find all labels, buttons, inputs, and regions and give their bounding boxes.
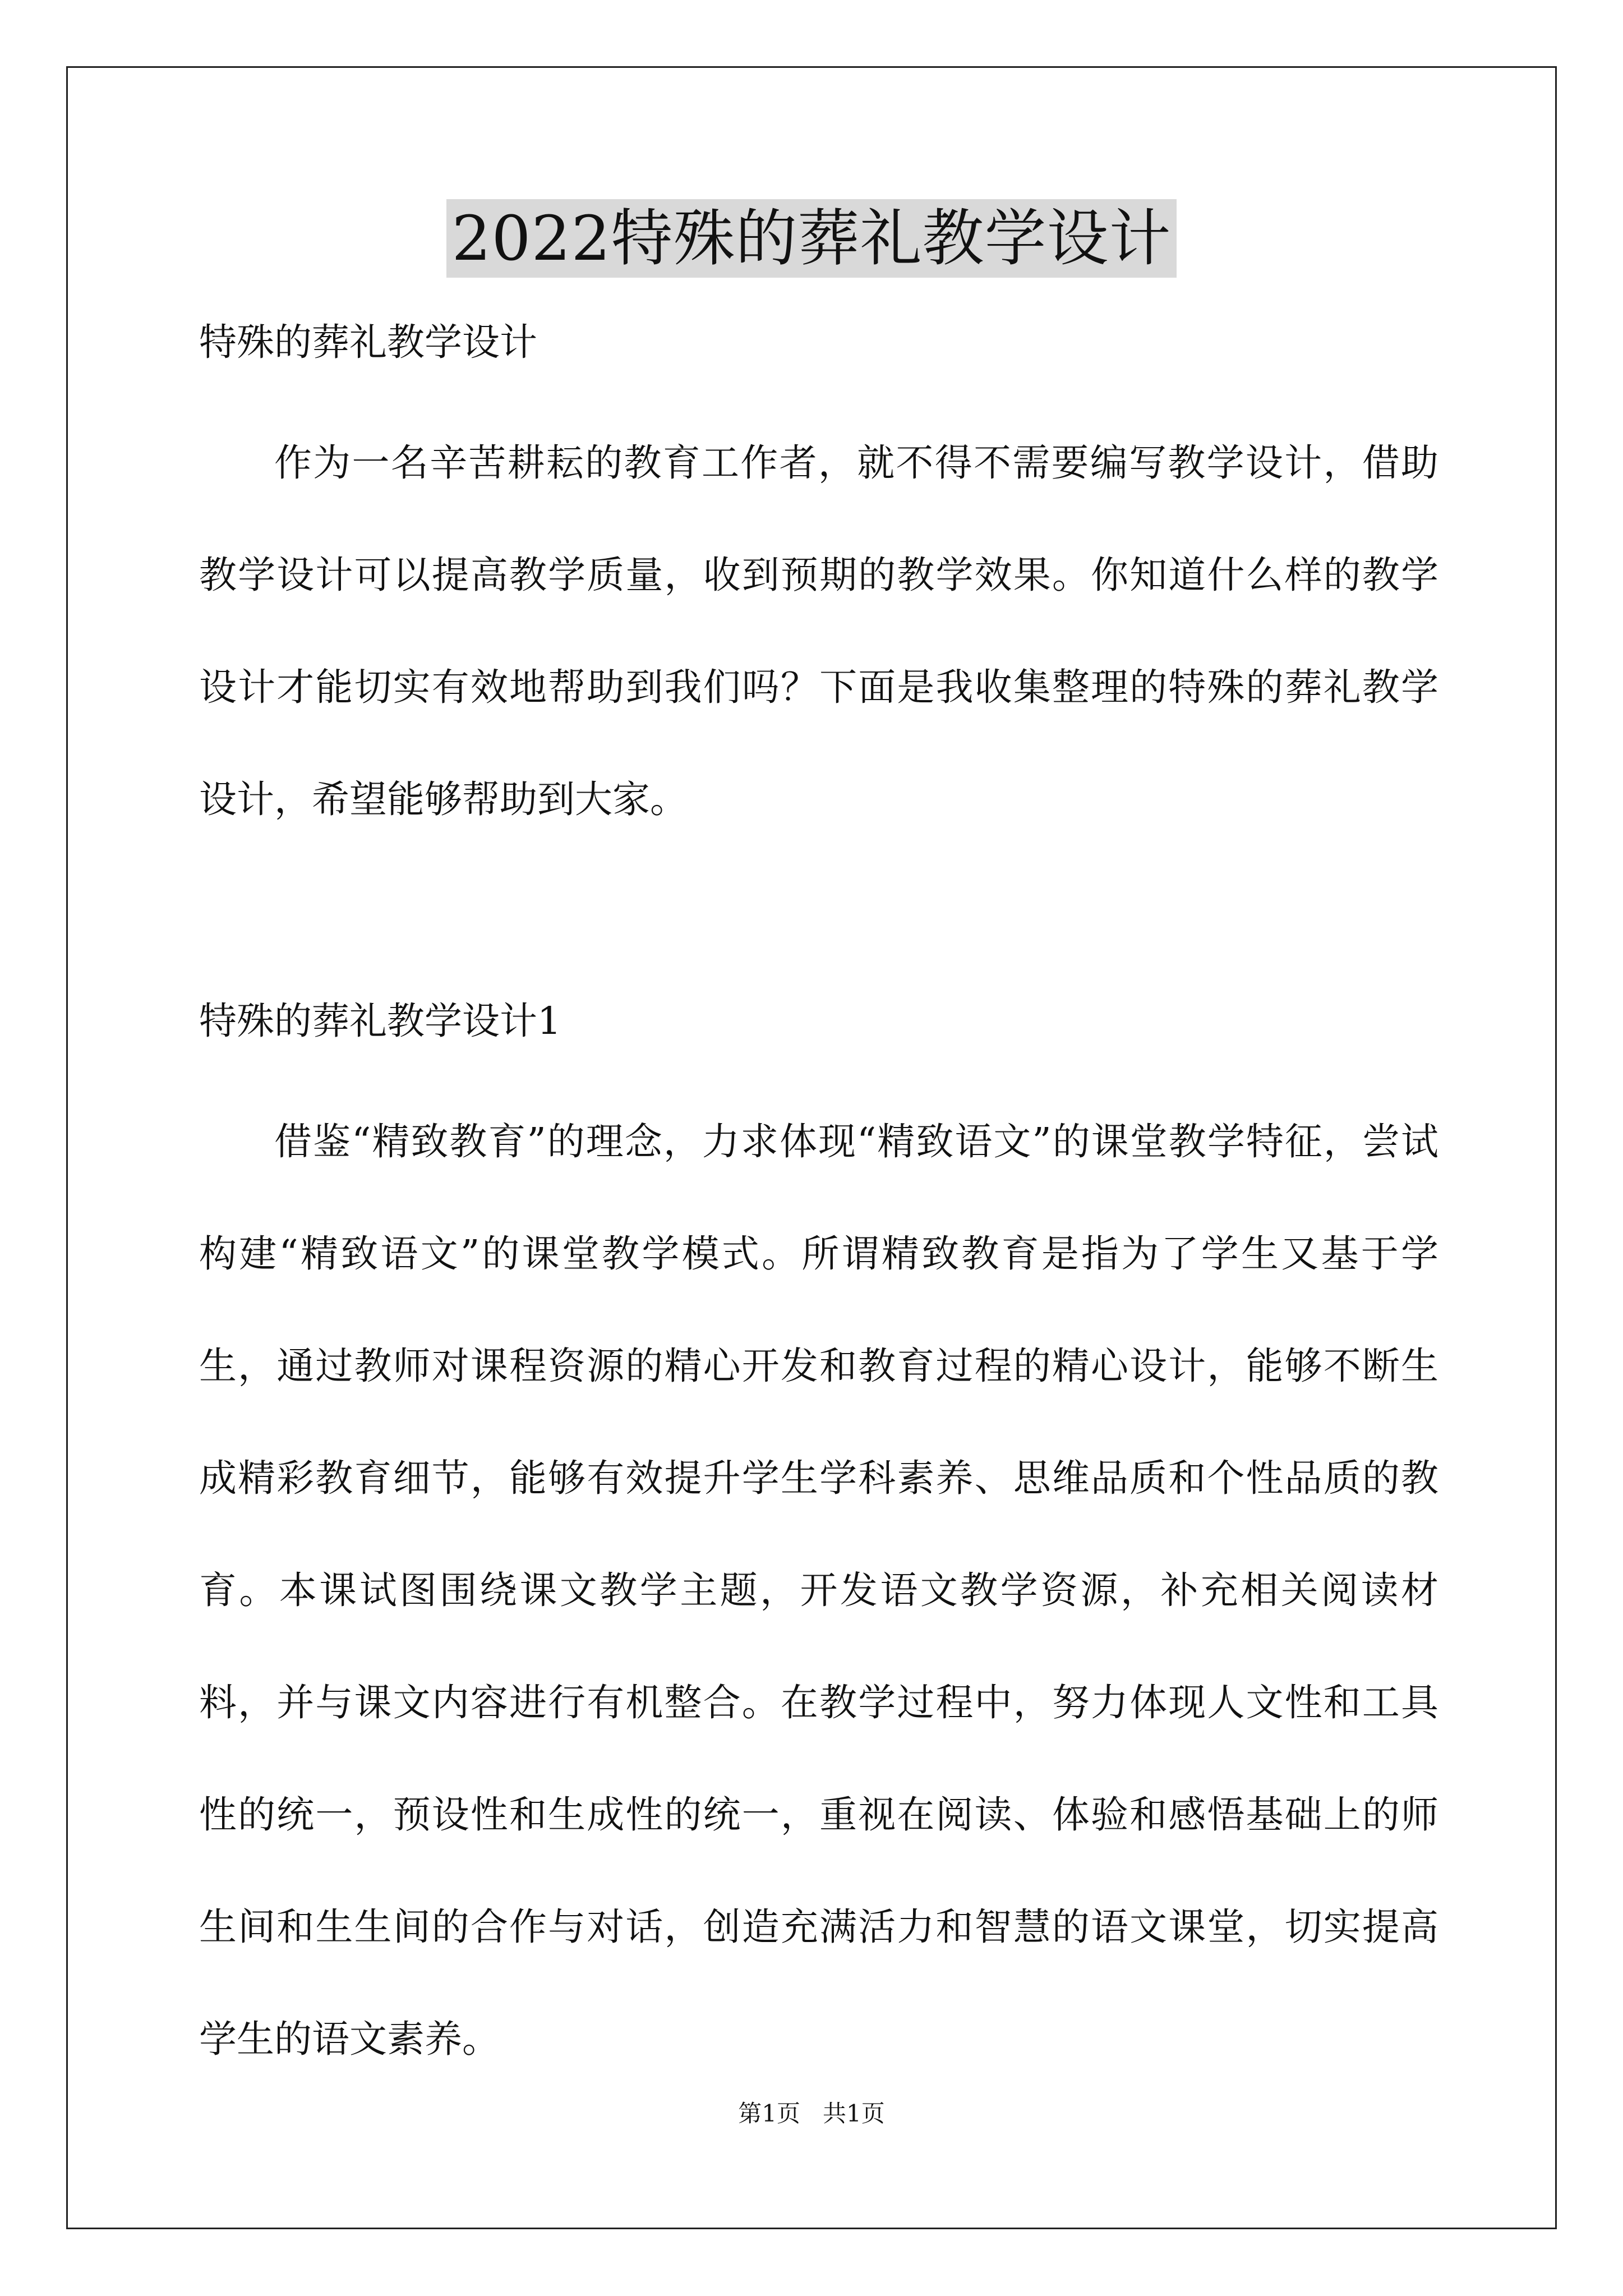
intro-paragraph: 作为一名辛苦耕耘的教育工作者，就不得不需要编写教学设计，借助教学设计可以提高教学质量，收到预期的教学效果。你知道什么样的教学设计才能切实有效地帮助到我们吗？下面是我收集整理的特殊的葬礼教学设计，希望能够帮助到大家。 <box>199 441 1438 821</box>
spacer <box>199 1052 1438 1085</box>
document-title-text: 2022特殊的葬礼教学设计 <box>446 199 1177 278</box>
document-subtitle: 特殊的葬礼教学设计 <box>199 320 537 364</box>
document-body <box>199 311 1438 2095</box>
spacer <box>199 373 1438 407</box>
section-1-paragraph: 借鉴“精致教育”的理念，力求体现“精致语文”的课堂教学特征，尝试构建“精致语文”的课堂教学模式。所谓精致教育是指为了学生又基于学生，通过教师对课程资源的精心开发和教育过程的精心设计，能够不断生成精彩教育细节，能够有效提升学生学科素养、思维品质和个性品质的教育。本课试图围绕课文教学主题，开发语文教学资源，补充相关阅读材料，并与课文内容进行有机整合。在教学过程中，努力体现人文性和工具性的统一，预设性和生成性的统一，重视在阅读、体验和感悟基础上的师生间和生生间的合作与对话，创造充满活力和智慧的语文课堂，切实提高学生的语文素养。 <box>199 1120 1438 2061</box>
spacer <box>199 855 1438 990</box>
page-footer: 第1页 共1页 <box>738 2100 885 2127</box>
document-title <box>0 199 1623 278</box>
section-1-heading: 特殊的葬礼教学设计1 <box>199 999 561 1043</box>
